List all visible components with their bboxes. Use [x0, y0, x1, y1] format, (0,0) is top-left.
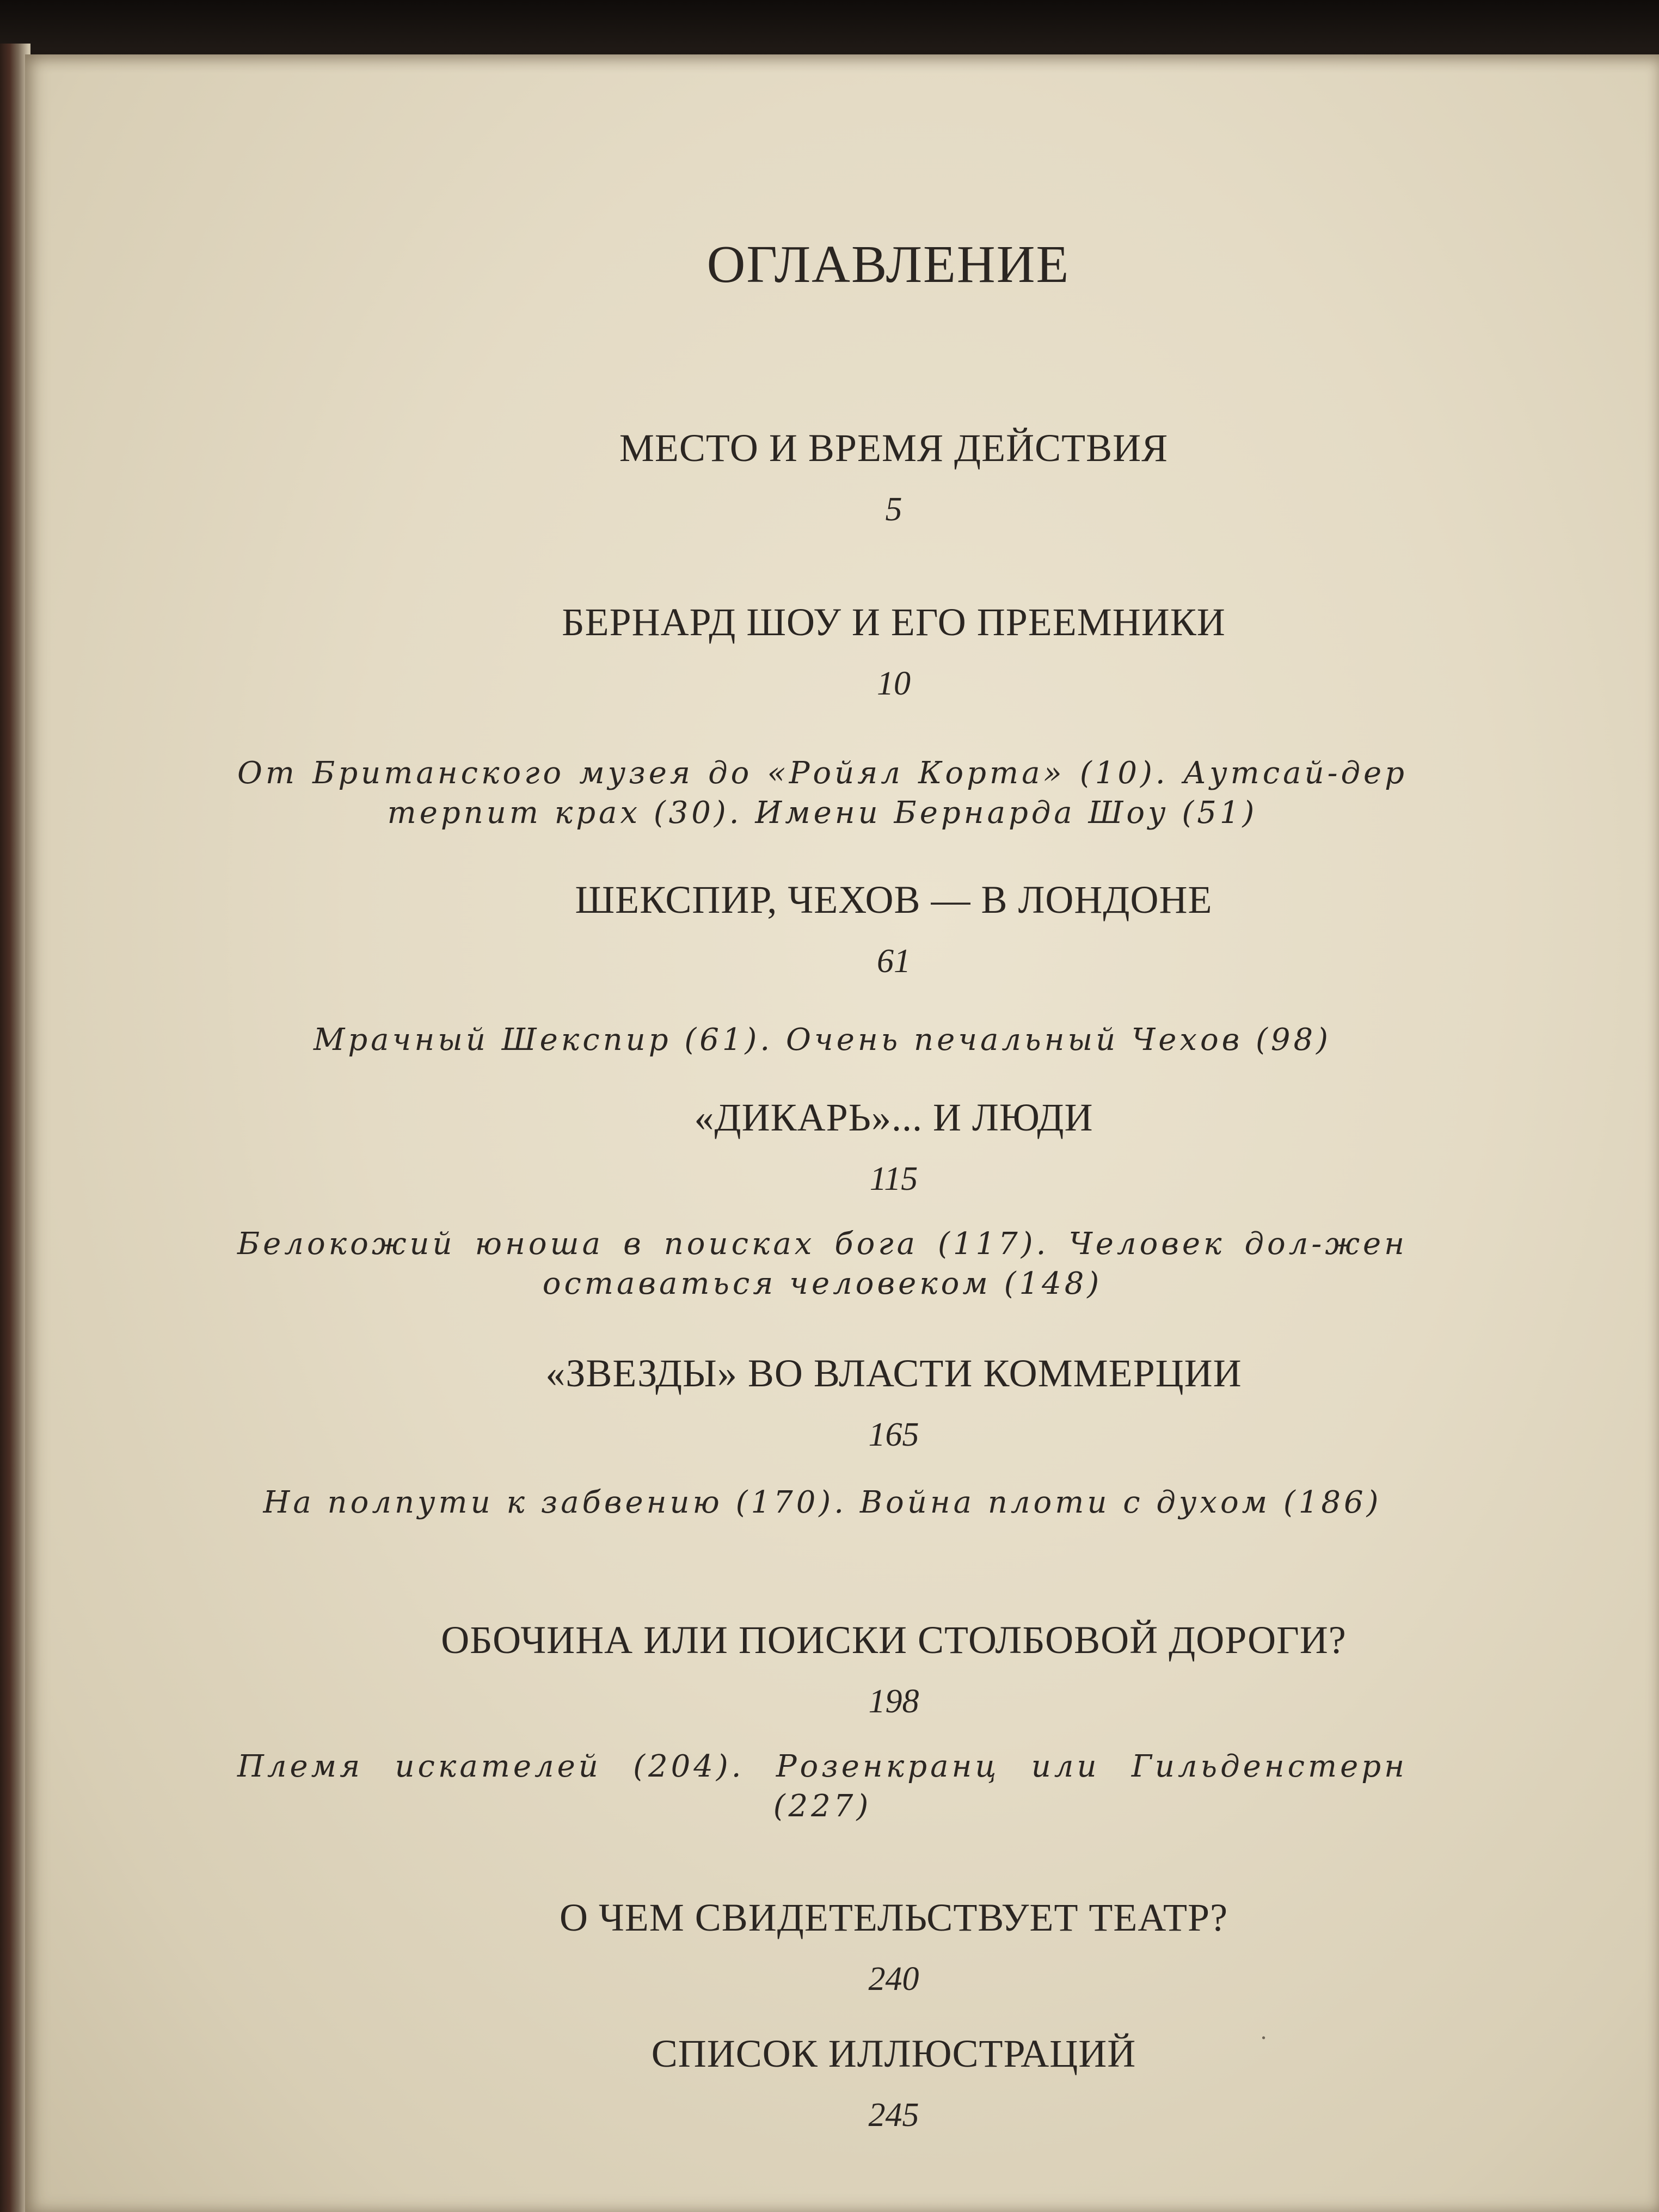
- toc-entry-description: Мрачный Шекспир (61). Очень печальный Чехов (98): [313, 1022, 1332, 1058]
- toc-entry-heading: БЕРНАРД ШОУ И ЕГО ПРЕЕМНИКИ: [562, 600, 1226, 644]
- toc-entry-page: 165: [868, 1416, 919, 1454]
- toc-entry: [25, 876, 1659, 980]
- table-of-contents: [25, 54, 1659, 2212]
- toc-entry: [25, 1094, 1659, 1198]
- toc-entry-description: Племя искателей (204). Розенкранц или Гильденстерн (227): [237, 1749, 1408, 1824]
- toc-entry-heading: «ДИКАРЬ»... И ЛЮДИ: [694, 1096, 1093, 1139]
- toc-entry-heading: О ЧЕМ СВИДЕТЕЛЬСТВУЕТ ТЕАТР?: [559, 1896, 1228, 1939]
- paper-speck: ·: [1260, 2026, 1267, 2051]
- toc-entry-description: На полпути к забвению (170). Война плоти с духом (186): [263, 1485, 1382, 1520]
- toc-entry-page: 240: [868, 1961, 919, 1998]
- toc-entry-page: 5: [885, 491, 902, 529]
- toc-entry-description: От Британского музея до «Ройял Корта» (10). Аутсай-дер терпит крах (30). Имени Бернарда Шоу (51): [237, 755, 1408, 831]
- toc-entry-heading: СПИСОК ИЛЛЮСТРАЦИЙ: [651, 2032, 1136, 2075]
- toc-entry-heading: ОБОЧИНА ИЛИ ПОИСКИ СТОЛБОВОЙ ДОРОГИ?: [441, 1618, 1347, 1662]
- toc-entry-page: 61: [877, 943, 911, 980]
- toc-entry-page: 10: [877, 665, 911, 703]
- toc-entry-description: Белокожий юноша в поисках бога (117). Человек дол-жен оставаться человеком (148): [237, 1226, 1408, 1301]
- toc-entry: [25, 425, 1659, 529]
- toc-entry: [25, 2030, 1659, 2134]
- toc-entry-page: 198: [868, 1683, 919, 1721]
- toc-entry: [25, 1894, 1659, 1998]
- toc-title: ОГЛАВЛЕНИЕ: [706, 235, 1070, 294]
- book-page: [25, 54, 1659, 2212]
- toc-entry: [25, 1617, 1659, 1721]
- toc-entry-heading: «ЗВЕЗДЫ» ВО ВЛАСТИ КОММЕРЦИИ: [545, 1351, 1242, 1395]
- toc-entry: [25, 1350, 1659, 1454]
- toc-entry: [25, 599, 1659, 703]
- toc-entry-heading: ШЕКСПИР, ЧЕХОВ — В ЛОНДОНЕ: [575, 878, 1213, 921]
- toc-entry-heading: МЕСТО И ВРЕМЯ ДЕЙСТВИЯ: [619, 426, 1169, 470]
- toc-entry-page: 115: [869, 1160, 918, 1198]
- toc-entry-page: 245: [868, 2097, 919, 2134]
